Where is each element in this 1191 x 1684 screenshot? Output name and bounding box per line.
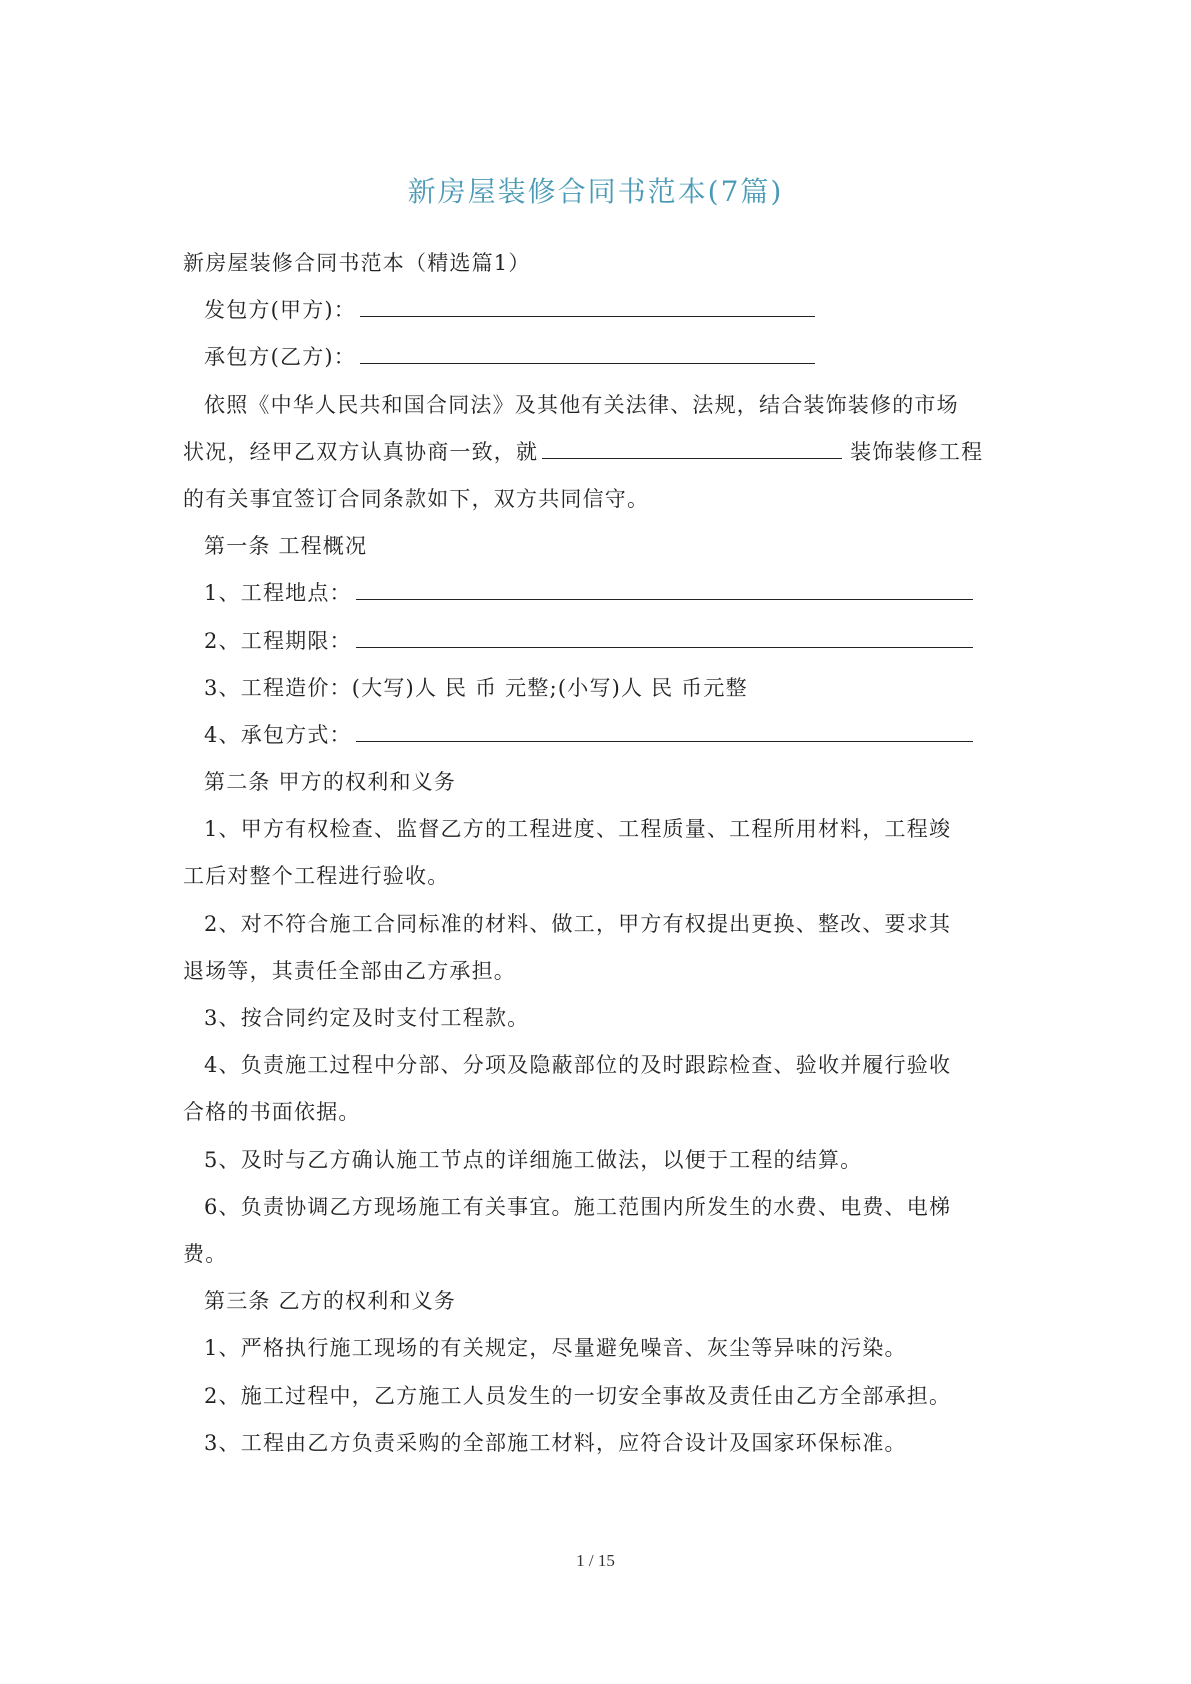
text-line xyxy=(183,240,1018,287)
fill-in-blank xyxy=(542,440,842,459)
document-body xyxy=(183,240,1018,1467)
text-line xyxy=(183,948,1018,995)
line-text: 第一条 工程概况 xyxy=(204,534,368,559)
fill-in-blank xyxy=(356,723,973,742)
text-line xyxy=(183,476,1018,523)
line-text: 费。 xyxy=(183,1241,228,1266)
text-line xyxy=(183,1325,1018,1372)
line-text: 的有关事宜签订合同条款如下，双方共同信守。 xyxy=(183,486,650,511)
fill-in-blank xyxy=(356,629,973,648)
line-text: 工后对整个工程进行验收。 xyxy=(183,864,450,889)
line-text: 第三条 乙方的权利和义务 xyxy=(204,1289,457,1314)
text-line xyxy=(183,334,1018,381)
line-text: 承包方(乙方)： xyxy=(204,345,356,370)
line-text: 2、工程期限： xyxy=(204,628,352,653)
text-line xyxy=(183,287,1018,334)
fill-in-blank xyxy=(356,581,973,600)
text-line xyxy=(183,570,1018,617)
line-text: 依照《中华人民共和国合同法》及其他有关法律、法规，结合装饰装修的市场 xyxy=(204,392,959,417)
text-line xyxy=(183,1373,1018,1420)
line-text: 新房屋装修合同书范本（精选篇1） xyxy=(183,251,531,275)
text-line xyxy=(183,901,1018,948)
fill-in-blank xyxy=(360,298,815,317)
line-text: 5、及时与乙方确认施工节点的详细施工做法，以便于工程的结算。 xyxy=(204,1147,863,1172)
line-text: 第二条 甲方的权利和义务 xyxy=(204,770,457,795)
text-line xyxy=(183,618,1018,665)
line-text: 4、负责施工过程中分部、分项及隐蔽部位的及时跟踪检查、验收并履行验收 xyxy=(204,1053,952,1078)
text-line xyxy=(183,712,1018,759)
line-text: 2、施工过程中，乙方施工人员发生的一切安全事故及责任由乙方全部承担。 xyxy=(204,1383,952,1408)
text-line xyxy=(183,429,1018,476)
fill-in-blank xyxy=(360,345,815,364)
text-line xyxy=(183,1231,1018,1278)
text-line xyxy=(183,1420,1018,1467)
document-title: 新房屋装修合同书范本(7篇) xyxy=(407,175,784,208)
text-line xyxy=(183,1184,1018,1231)
line-text: 退场等，其责任全部由乙方承担。 xyxy=(183,958,516,983)
line-text-after: 装饰装修工程 xyxy=(842,439,984,464)
line-text: 3、按合同约定及时支付工程款。 xyxy=(204,1006,530,1030)
text-line xyxy=(183,523,1018,570)
line-text: 1、甲方有权检查、监督乙方的工程进度、工程质量、工程所用材料，工程竣 xyxy=(204,817,952,842)
text-line xyxy=(183,995,1018,1042)
text-line xyxy=(183,665,1018,712)
page-number: 1 / 15 xyxy=(576,1551,615,1570)
text-line xyxy=(183,853,1018,900)
text-line xyxy=(183,382,1018,429)
line-text: 4、承包方式： xyxy=(204,722,352,747)
line-text: 6、负责协调乙方现场施工有关事宜。施工范围内所发生的水费、电费、电梯 xyxy=(204,1194,952,1219)
text-line xyxy=(183,759,1018,806)
text-line xyxy=(183,1137,1018,1184)
line-text: 发包方(甲方)： xyxy=(204,298,356,323)
text-line xyxy=(183,1089,1018,1136)
line-text: 3、工程造价：(大写)人 民 币 元整;(小写)人 民 币元整 xyxy=(204,675,748,700)
text-line xyxy=(183,1278,1018,1325)
text-line xyxy=(183,1042,1018,1089)
line-text: 状况，经甲乙双方认真协商一致，就 xyxy=(183,439,539,464)
line-text: 3、工程由乙方负责采购的全部施工材料，应符合设计及国家环保标准。 xyxy=(204,1430,907,1455)
line-text: 2、对不符合施工合同标准的材料、做工，甲方有权提出更换、整改、要求其 xyxy=(204,911,952,936)
line-text: 1、严格执行施工现场的有关规定，尽量避免噪音、灰尘等异味的污染。 xyxy=(204,1336,907,1361)
text-line xyxy=(183,806,1018,853)
line-text: 1、工程地点： xyxy=(204,581,352,606)
line-text: 合格的书面依据。 xyxy=(183,1100,361,1125)
